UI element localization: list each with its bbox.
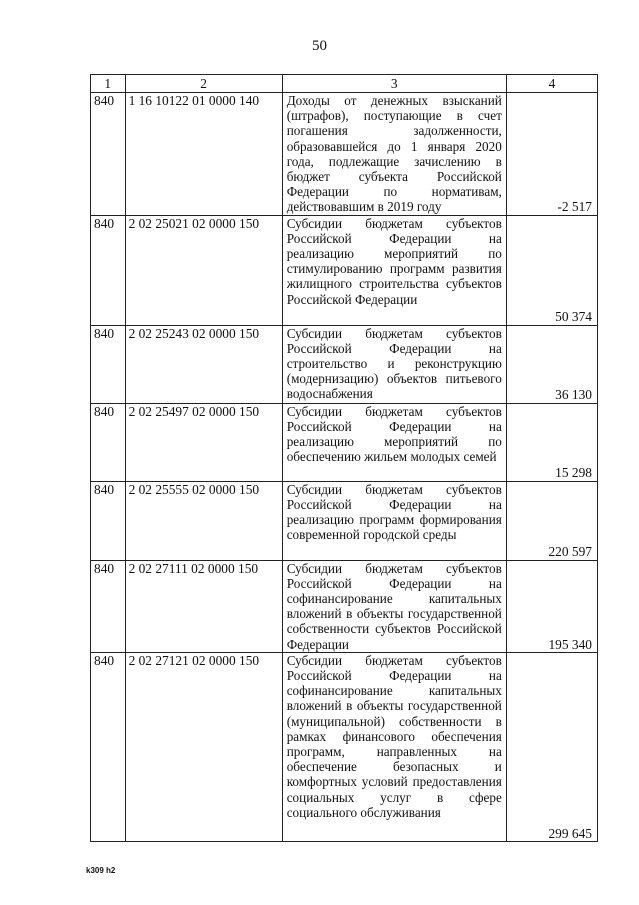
description-cell: Субсидии бюджетам субъектов Российской Федерации на софинансирование капитальных вложений в объекты государственной (муниципальной) собственности в рамках финансового обеспечения программ, направленных на обеспечение безопасных и комфортных условий предоставления социальных услуг в сфере социального обслуживания xyxy=(282,652,506,841)
description-cell: Субсидии бюджетам субъектов Российской Федерации на реализацию мероприятий по обеспечению жильем молодых семей xyxy=(282,403,506,481)
description-cell: Субсидии бюджетам субъектов Российской Федерации на строительство и реконструкцию (модернизацию) объектов питьевого водоснабжения xyxy=(282,325,506,403)
table-row xyxy=(91,93,598,216)
column-header-2: 2 xyxy=(125,75,282,93)
description-cell: Доходы от денежных взысканий (штрафов), поступающие в счет погашения задолженности, образовавшейся до 1 января 2020 года, подлежащие зачислению в бюджет субъекта Российской Федерации по нормативам, действовавшим в 2019 году xyxy=(282,93,506,216)
budget-code-cell: 2 02 27111 02 0000 150 xyxy=(125,560,282,652)
budget-code-cell: 2 02 25021 02 0000 150 xyxy=(125,215,282,325)
table-header-row xyxy=(91,75,598,93)
admin-code-cell: 840 xyxy=(91,652,126,841)
table-row xyxy=(91,652,598,841)
table-row xyxy=(91,215,598,325)
table-row xyxy=(91,325,598,403)
amount-cell: 36 130 xyxy=(506,325,597,403)
budget-code-cell: 2 02 27121 02 0000 150 xyxy=(125,652,282,841)
budget-code-cell: 2 02 25555 02 0000 150 xyxy=(125,481,282,560)
page-number: 50 xyxy=(312,38,327,54)
admin-code-cell: 840 xyxy=(91,560,126,652)
amount-cell: 299 645 xyxy=(506,652,597,841)
admin-code-cell: 840 xyxy=(91,403,126,481)
column-header-3: 3 xyxy=(282,75,506,93)
budget-code-cell: 1 16 10122 01 0000 140 xyxy=(125,93,282,216)
table-row xyxy=(91,560,598,652)
description-cell: Субсидии бюджетам субъектов Российской Федерации на реализацию программ формирования современной городской среды xyxy=(282,481,506,560)
budget-code-cell: 2 02 25497 02 0000 150 xyxy=(125,403,282,481)
admin-code-cell: 840 xyxy=(91,481,126,560)
revenue-table xyxy=(90,74,598,842)
amount-cell: -2 517 xyxy=(506,93,597,216)
amount-cell: 15 298 xyxy=(506,403,597,481)
admin-code-cell: 840 xyxy=(91,325,126,403)
column-header-1: 1 xyxy=(91,75,126,93)
budget-code-cell: 2 02 25243 02 0000 150 xyxy=(125,325,282,403)
description-cell: Субсидии бюджетам субъектов Российской Федерации на реализацию мероприятий по стимулированию программ развития жилищного строительства субъектов Российской Федерации xyxy=(282,215,506,325)
table-row xyxy=(91,481,598,560)
description-cell: Субсидии бюджетам субъектов Российской Федерации на софинансирование капитальных вложений в объекты государственной собственности субъектов Российской Федерации xyxy=(282,560,506,652)
footer-code: k309 h2 xyxy=(86,866,116,875)
admin-code-cell: 840 xyxy=(91,215,126,325)
amount-cell: 220 597 xyxy=(506,481,597,560)
column-header-4: 4 xyxy=(506,75,597,93)
admin-code-cell: 840 xyxy=(91,93,126,216)
amount-cell: 195 340 xyxy=(506,560,597,652)
amount-cell: 50 374 xyxy=(506,215,597,325)
table-row xyxy=(91,403,598,481)
